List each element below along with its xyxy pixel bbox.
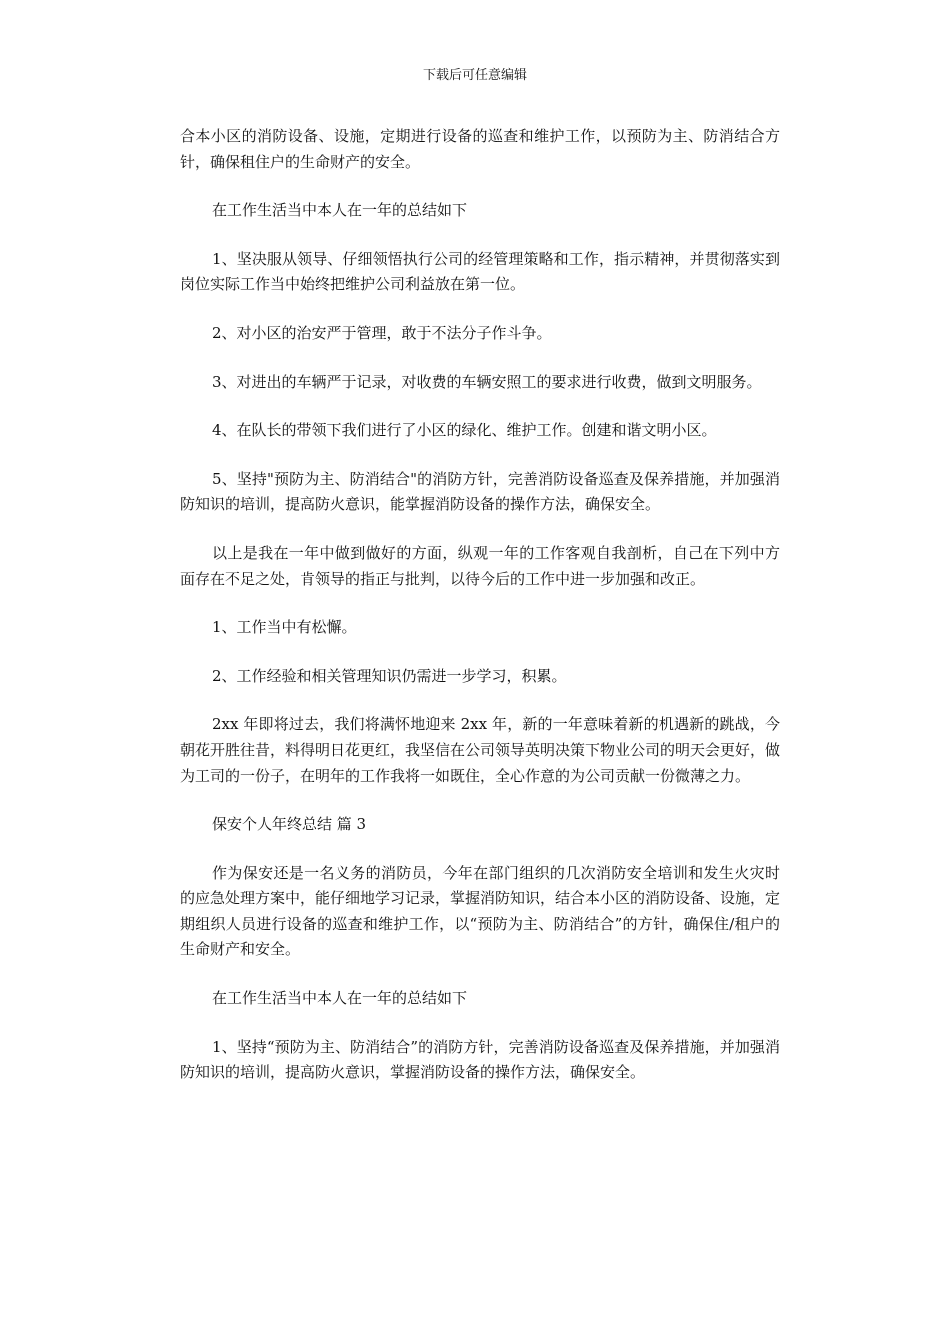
section-heading: 保安个人年终总结 篇 3 <box>212 815 367 834</box>
paragraph: 以上是我在一年中做到做好的方面，纵观一年的工作客观自我剖析，自己在下列中方面存在不足之处，肯领导的指正与批判，以待今后的工作中进一步加强和改正。 <box>180 543 780 588</box>
document-body <box>180 124 780 1109</box>
paragraph: 2xx 年即将过去，我们将满怀地迎来 2xx 年，新的一年意味着新的机遇新的跳战，今朝花开胜往昔，料得明日花更红，我坚信在公司领导英明决策下物业公司的明天会更好，做为工司的一份子，在明年的工作我将一如既住，全心作意的为公司贡献一份微薄之力。 <box>180 715 781 785</box>
list-item: 1、坚持“预防为主、防消结合”的消防方针，完善消防设备巡查及保养措施，并加强消防知识的培训，提高防火意识，掌握消防设备的操作方法，确保安全。 <box>180 1037 780 1082</box>
page-header: 下载后可任意编辑 <box>422 68 527 83</box>
paragraph: 在工作生活当中本人在一年的总结如下 <box>212 989 468 1008</box>
paragraph: 在工作生活当中本人在一年的总结如下 <box>212 201 468 220</box>
list-item: 5、坚持"预防为主、防消结合"的消防方针，完善消防设备巡查及保养措施，并加强消防知识的培训，提高防火意识，能掌握消防设备的操作方法，确保安全。 <box>180 469 780 514</box>
paragraph: 合本小区的消防设备、设施，定期进行设备的巡查和维护工作，以预防为主、防消结合方针，确保租住户的生命财产的安全。 <box>180 127 780 171</box>
list-item: 1、坚决服从领导、仔细领悟执行公司的经管理策略和工作，指示精神，并贯彻落实到岗位实际工作当中始终把维护公司利益放在第一位。 <box>180 249 780 294</box>
list-item: 4、在队长的带领下我们进行了小区的绿化、维护工作。创建和谐文明小区。 <box>212 421 717 440</box>
list-item: 2、对小区的治安严于管理，敢于不法分子作斗争。 <box>212 323 552 342</box>
list-item: 3、对进出的车辆严于记录，对收费的车辆安照工的要求进行收费，做到文明服务。 <box>212 372 762 391</box>
paragraph: 作为保安还是一名义务的消防员，今年在部门组织的几次消防安全培训和发生火灾时的应急处理方案中，能仔细地学习记录，掌握消防知识，结合本小区的消防设备、设施，定期组织人员进行设备的巡查和维护工作，以“预防为主、防消结合”的方针，确保住/租户的生命财产和安全。 <box>180 863 781 959</box>
list-item: 2、工作经验和相关管理知识仍需进一步学习，积累。 <box>212 666 567 685</box>
list-item: 1、工作当中有松懈。 <box>212 618 357 637</box>
